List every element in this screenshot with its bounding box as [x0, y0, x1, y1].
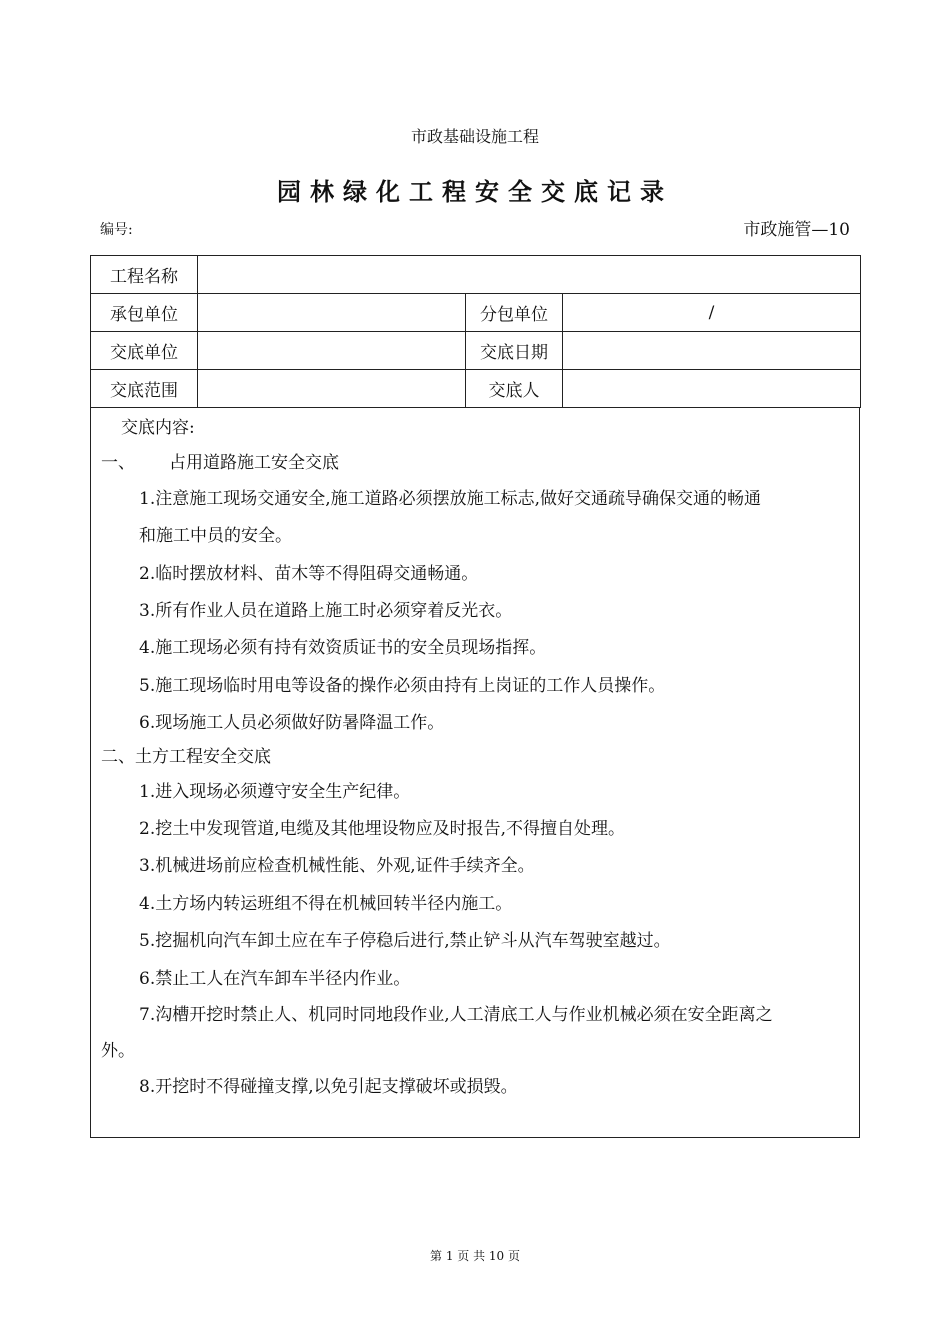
- row-contractor: [91, 294, 861, 332]
- section1-number: 一、: [101, 453, 135, 473]
- briefing-date-field[interactable]: [563, 332, 861, 370]
- briefing-date-label: 交底日期: [466, 332, 563, 370]
- section2-item: 6.禁止工人在汽车卸车半径内作业。: [139, 969, 411, 989]
- section1-item: 2.临时摆放材料、苗木等不得阻碍交通畅通。: [139, 564, 479, 584]
- document-title: 园林绿化工程安全交底记录: [277, 178, 673, 206]
- section1-item: 4.施工现场必须有持有效资质证书的安全员现场指挥。: [139, 638, 547, 658]
- section1-item: 3.所有作业人员在道路上施工时必须穿着反光衣。: [139, 601, 513, 621]
- briefing-unit-field[interactable]: [198, 332, 466, 370]
- section2-title: 二、土方工程安全交底: [101, 747, 271, 767]
- row-briefing-unit: [91, 332, 861, 370]
- scope-label: 交底范围: [91, 370, 198, 408]
- form-table: [90, 255, 861, 408]
- section1-item: 5.施工现场临时用电等设备的操作必须由持有上岗证的工作人员操作。: [139, 676, 666, 696]
- number-label: 编号:: [100, 222, 133, 238]
- section1-item: 和施工中员的安全。: [139, 526, 292, 546]
- section2-item: 1.进入现场必须遵守安全生产纪律。: [139, 782, 411, 802]
- briefing-unit-label: 交底单位: [91, 332, 198, 370]
- row-scope: [91, 370, 861, 408]
- project-name-label: 工程名称: [91, 256, 198, 294]
- briefer-label: 交底人: [466, 370, 563, 408]
- project-type-heading: 市政基础设施工程: [410, 127, 539, 146]
- row-project-name: [91, 256, 861, 294]
- section2-item: 3.机械进场前应检查机械性能、外观,证件手续齐全。: [139, 856, 535, 876]
- section1-title: 占用道路施工安全交底: [169, 453, 339, 473]
- section1-item: 6.现场施工人员必须做好防暑降温工作。: [139, 713, 445, 733]
- section1-item: 1.注意施工现场交通安全,施工道路必须摆放施工标志,做好交通疏导确保交通的畅通: [139, 489, 762, 509]
- section2-item: 4.土方场内转运班组不得在机械回转半径内施工。: [139, 894, 513, 914]
- subcontractor-label: 分包单位: [466, 294, 563, 332]
- section2-item: 5.挖掘机向汽车卸土应在车子停稳后进行,禁止铲斗从汽车驾驶室越过。: [139, 931, 671, 951]
- page-footer: 第 1 页 共 10 页: [430, 1249, 520, 1263]
- section2-item: 8.开挖时不得碰撞支撑,以免引起支撑破坏或损毁。: [139, 1077, 518, 1097]
- contractor-field[interactable]: [198, 294, 466, 332]
- contractor-label: 承包单位: [91, 294, 198, 332]
- document-code: 市政施管—10: [743, 220, 850, 240]
- subcontractor-field[interactable]: /: [563, 294, 861, 332]
- project-name-field[interactable]: [198, 256, 861, 294]
- content-section: [90, 408, 860, 1138]
- section2-item: 2.挖土中发现管道,电缆及其他埋设物应及时报告,不得擅自处理。: [139, 819, 626, 839]
- scope-field[interactable]: [198, 370, 466, 408]
- content-label: 交底内容:: [121, 418, 195, 438]
- briefer-field[interactable]: [563, 370, 861, 408]
- section2-item: 7.沟槽开挖时禁止人、机同时同地段作业,人工清底工人与作业机械必须在安全距离之: [139, 1005, 773, 1025]
- section2-item: 外。: [101, 1041, 135, 1061]
